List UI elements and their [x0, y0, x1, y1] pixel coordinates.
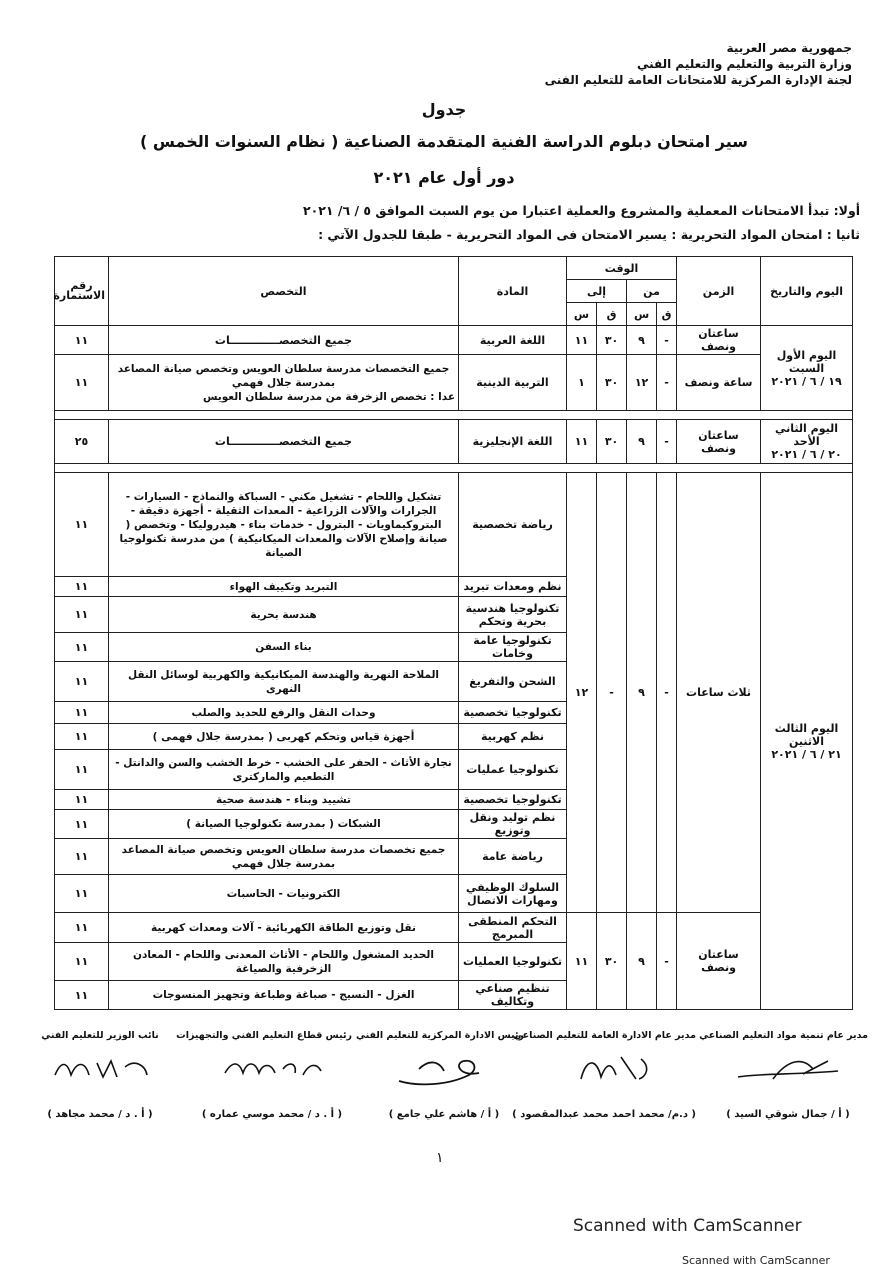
day3-cell — [761, 473, 853, 1010]
signature-3-name: ( أ / هاشم علي جامع ) — [388, 1109, 500, 1120]
day1-r1-from-h: ٩ — [627, 326, 657, 355]
camscanner-watermark-small: Scanned with CamScanner — [682, 1254, 830, 1267]
day1-r1-to-m: ٣٠ — [597, 326, 627, 355]
day3-r15-subject: تنظيم صناعي وتكاليف — [459, 981, 567, 1010]
exam-schedule-table — [54, 256, 853, 1010]
day3-r13-subject: التحكم المنطقى المبرمج — [459, 913, 567, 943]
day1-r2-spec-cell — [109, 355, 459, 411]
day3-r3-spec: هندسة بحرية — [109, 597, 459, 633]
col-from-h: س — [627, 303, 657, 326]
day3-r10-subject: نظم توليد ونقل وتوزيع — [459, 810, 567, 839]
signature-4-scribble — [217, 1049, 327, 1085]
day3-r8-form: ١١ — [55, 750, 109, 790]
day1-r1-to-h: ١١ — [567, 326, 597, 355]
note-second: ثانيا : امتحان المواد التحريرية : يسير الامتحان فى المواد التحريرية - طبقا للجدول الآتي : — [318, 227, 860, 242]
signature-4-title: رئيس قطاع التعليم الفني والتجهيزات — [176, 1030, 352, 1041]
day3-r8-spec: نجارة الأثاث - الحفر على الخشب - خرط الخشب والسن والدانتل - التطعيم والماركترى — [109, 750, 459, 790]
day1-cell — [761, 326, 853, 411]
day1-r2-duration: ساعة ونصف — [677, 355, 761, 411]
header-country: جمهورية مصر العربية — [726, 41, 852, 55]
day3-r9-spec: تشييد وبناء - هندسة صحية — [109, 790, 459, 810]
day1-r2-subject: التربية الدينية — [459, 355, 567, 411]
day2-weekday: الأحد — [793, 435, 820, 448]
day3-r1-spec: تشكيل واللحام - تشغيل مكني - السباكة والنماذج - السيارات - الجرارات والآلات الزراعية - المعدات الثقيلة - أجهزة دقيقة - البتروكيماويات - البترول - خدمات بناء - هيدروليكا - وتخصص ( صيانة وإصلاح الآلات والمعدات الميكانيكية ) من مدرسة تكنولوجيا الصيانة — [109, 473, 459, 577]
day3-r1-subject: رياضة تخصصية — [459, 473, 567, 577]
day2-r1-spec: جميع التخصصـــــــــــــات — [109, 420, 459, 464]
day2-r1-form: ٢٥ — [55, 420, 109, 464]
signature-5-scribble — [45, 1049, 155, 1085]
day1-name: اليوم الأول — [776, 348, 837, 362]
doc-session: دور أول عام ٢٠٢١ — [373, 168, 515, 187]
day3-r12-subject: السلوك الوظيفي ومهارات الاتصال — [459, 875, 567, 913]
col-duration: الزمن — [677, 257, 761, 326]
day3-r11-spec: جميع تخصصات مدرسة سلطان العويس وتخصص صيانة المصاعد بمدرسة جلال فهمي — [109, 839, 459, 875]
day2-r1-duration: ساعتان ونصف — [677, 420, 761, 464]
day3-r7-spec: أجهزة قياس وتحكم كهربى ( بمدرسة جلال فهمى ) — [109, 724, 459, 750]
header-ministry: وزارة التربية والتعليم والتعليم الفني — [636, 57, 852, 71]
signature-2-name: ( د.م/ محمد احمد محمد عبدالمقصود ) — [512, 1109, 696, 1120]
col-form-no: رقم الاستمارة — [55, 257, 109, 326]
signature-1 — [699, 1030, 868, 1120]
camscanner-watermark: Scanned with CamScanner — [573, 1216, 802, 1236]
day1-r2-spec-except: عدا : تخصص الزخرفة من مدرسة سلطان العويس — [202, 390, 455, 403]
day3-r9-subject: تكنولوجيا تخصصية — [459, 790, 567, 810]
col-time: الوقت — [567, 257, 677, 280]
day2-r1-from-m: - — [657, 420, 677, 464]
day3-r5-subject: الشحن والتفريغ — [459, 662, 567, 702]
day3-block1-duration: ثلاث ساعات — [677, 473, 761, 913]
day2-r1-subject: اللغة الإنجليزية — [459, 420, 567, 464]
day3-r15-spec: الغزل - النسيج - صباغة وطباعة وتجهيز المنسوجات — [109, 981, 459, 1010]
day3-r11-subject: رياضة عامة — [459, 839, 567, 875]
day3-r12-spec: الكترونيات - الحاسبات — [109, 875, 459, 913]
day3-block2-from-h: ٩ — [627, 913, 657, 1010]
day2-date: ٢٠ / ٦ / ٢٠٢١ — [771, 448, 842, 461]
day2-r1-to-h: ١١ — [567, 420, 597, 464]
col-to: إلى — [567, 280, 627, 303]
day3-r4-form: ١١ — [55, 633, 109, 662]
day3-r6-spec: وحدات النقل والرفع للحديد والصلب — [109, 702, 459, 724]
day1-r1-subject: اللغة العربية — [459, 326, 567, 355]
day3-r2-spec: التبريد وتكييف الهواء — [109, 577, 459, 597]
day3-r4-subject: تكنولوجيا عامة وخامات — [459, 633, 567, 662]
note-first: أولا: تبدأ الامتحانات المعملية والمشروع والعملية اعتبارا من يوم السبت الموافق ٥ / ٦/ ٢٠٢١ — [303, 203, 860, 218]
day3-r4-spec: بناء السفن — [109, 633, 459, 662]
col-subject: المادة — [459, 257, 567, 326]
day1-r1-spec: جميع التخصصـــــــــــــات — [109, 326, 459, 355]
day3-r3-subject: تكنولوجيا هندسية بحرية وتحكم — [459, 597, 567, 633]
col-from: من — [627, 280, 677, 303]
col-from-m: ق — [657, 303, 677, 326]
day3-r10-form: ١١ — [55, 810, 109, 839]
day3-r9-form: ١١ — [55, 790, 109, 810]
signature-5-title: نائب الوزير للتعليم الفني — [41, 1030, 159, 1041]
day3-r13-form: ١١ — [55, 913, 109, 943]
day1-r2-to-m: ٣٠ — [597, 355, 627, 411]
day3-r1-form: ١١ — [55, 473, 109, 577]
signature-4-name: ( أ . د / محمد موسي عماره ) — [201, 1109, 343, 1120]
day1-date: ١٩ / ٦ / ٢٠٢١ — [771, 374, 842, 388]
signature-2-scribble — [561, 1049, 671, 1085]
day3-block2-to-h: ١١ — [567, 913, 597, 1010]
doc-title: جدول — [421, 100, 467, 119]
day2-r1-to-m: ٣٠ — [597, 420, 627, 464]
day2-r1-from-h: ٩ — [627, 420, 657, 464]
signature-1-scribble — [733, 1049, 843, 1085]
day3-r14-spec: الحديد المشغول واللحام - الأثاث المعدنى واللحام - المعادن الزخرفية والصياغة — [109, 943, 459, 981]
day3-block2-duration: ساعتان ونصف — [677, 913, 761, 1010]
signature-2 — [512, 1030, 696, 1120]
signature-5-name: ( أ . د / محمد مجاهد ) — [47, 1109, 153, 1120]
col-to-m: ق — [597, 303, 627, 326]
day3-date: ٢١ / ٦ / ٢٠٢١ — [771, 747, 842, 761]
day3-block1-from-h: ٩ — [627, 473, 657, 913]
day3-r3-form: ١١ — [55, 597, 109, 633]
signature-3-scribble — [389, 1049, 499, 1089]
col-specialization: التخصص — [109, 257, 459, 326]
signature-3-title: رئيس الادارة المركزية للتعليم الفني — [355, 1030, 524, 1041]
day3-block1-to-m: - — [597, 473, 627, 913]
day3-r5-spec: الملاحة النهرية والهندسة الميكانيكية والكهربية لوسائل النقل النهرى — [109, 662, 459, 702]
day3-block2-to-m: ٣٠ — [597, 913, 627, 1010]
day3-r12-form: ١١ — [55, 875, 109, 913]
day1-r1-duration: ساعتان ونصف — [677, 326, 761, 355]
day3-weekday: الاثنين — [789, 734, 825, 748]
day3-r7-form: ١١ — [55, 724, 109, 750]
day1-r2-form: ١١ — [55, 355, 109, 411]
col-to-h: س — [567, 303, 597, 326]
signature-2-title: مدير عام الادارة العامة للتعليم الصناعي — [513, 1030, 696, 1041]
day1-r2-spec: جميع التخصصات مدرسة سلطان العويس وتخصص صيانة المصاعد بمدرسة جلال فهمي — [117, 362, 450, 389]
day3-r5-form: ١١ — [55, 662, 109, 702]
col-day-date: اليوم والتاريخ — [761, 257, 853, 326]
header-committee: لجنة الإدارة المركزية للامتحانات العامة للتعليم الفنى — [544, 73, 852, 87]
day3-r6-form: ١١ — [55, 702, 109, 724]
day3-name: اليوم الثالث — [774, 721, 839, 735]
day3-r2-form: ١١ — [55, 577, 109, 597]
day3-r11-form: ١١ — [55, 839, 109, 875]
day1-r1-form: ١١ — [55, 326, 109, 355]
doc-subtitle: سير امتحان دبلوم الدراسة الفنية المتقدمة الصناعية ( نظام السنوات الخمس ) — [139, 132, 749, 151]
signature-3 — [355, 1030, 524, 1120]
day3-r2-subject: نظم ومعدات تبريد — [459, 577, 567, 597]
day1-weekday: السبت — [788, 361, 825, 375]
day3-r13-spec: نقل وتوزيع الطاقة الكهربائية - آلات ومعدات كهربية — [109, 913, 459, 943]
day3-r6-subject: تكنولوجيا تخصصية — [459, 702, 567, 724]
day1-r1-from-m: - — [657, 326, 677, 355]
day3-r14-subject: تكنولوجيا العمليات — [459, 943, 567, 981]
day3-block1-from-m: - — [657, 473, 677, 913]
signature-4 — [176, 1030, 352, 1120]
ministry-header — [545, 40, 852, 88]
signature-1-title: مدير عام تنمية مواد التعليم الصناعي — [699, 1030, 868, 1041]
page-number: ١ — [436, 1150, 444, 1166]
signature-block — [20, 1030, 868, 1120]
day3-r8-subject: تكنولوجيا عمليات — [459, 750, 567, 790]
day3-r10-spec: الشبكات ( بمدرسة تكنولوجيا الصيانة ) — [109, 810, 459, 839]
signature-5 — [20, 1030, 180, 1120]
day1-r2-from-h: ١٢ — [627, 355, 657, 411]
signature-1-name: ( أ / جمال شوقي السيد ) — [726, 1109, 850, 1120]
day2-name: اليوم الثاني — [775, 422, 839, 435]
day1-r2-from-m: - — [657, 355, 677, 411]
day3-block2-from-m: - — [657, 913, 677, 1010]
day3-r14-form: ١١ — [55, 943, 109, 981]
day2-cell — [761, 420, 853, 464]
day3-r15-form: ١١ — [55, 981, 109, 1010]
day3-r7-subject: نظم كهربية — [459, 724, 567, 750]
day1-r2-to-h: ١ — [567, 355, 597, 411]
day3-block1-to-h: ١٢ — [567, 473, 597, 913]
